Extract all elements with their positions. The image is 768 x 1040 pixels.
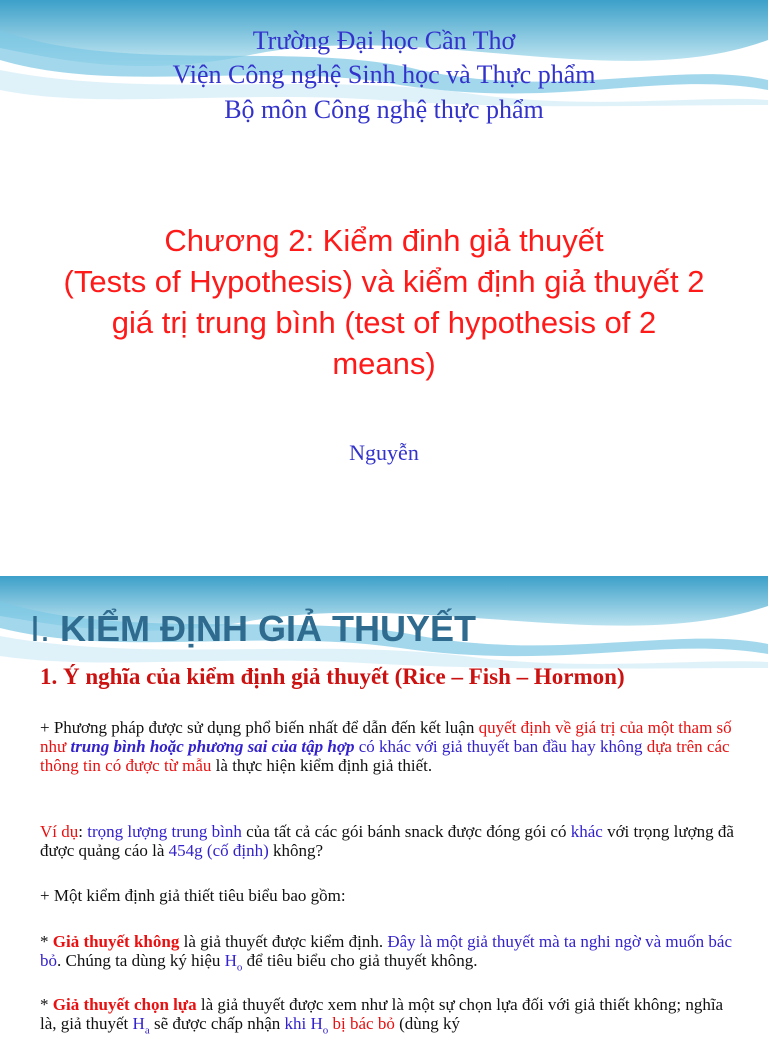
text-run: Giả thuyết chọn lựa	[52, 995, 197, 1014]
department-name: Bộ môn Công nghệ thực phẩm	[224, 95, 544, 124]
subsection-heading: 1. Ý nghĩa của kiểm định giả thuyết (Rice – Fish – Hormon)	[40, 664, 625, 689]
text-run: 454g (cố định)	[168, 841, 269, 860]
text-run: để tiêu biểu cho giả thuyết không.	[242, 951, 478, 970]
title-line: giá trị trung bình (test of hypothesis of 2	[111, 305, 657, 340]
paragraph-alternative-hypothesis	[40, 995, 740, 1040]
text-run: là giả thuyết được kiểm định.	[179, 932, 388, 951]
text-run: là giả thuyết được xem như là một sự chọn lựa đối với giả thiết không; nghĩa là, giả thuyết	[40, 995, 724, 1033]
section-number: I.	[30, 608, 51, 649]
text-run: Giả thuyết không	[52, 932, 180, 951]
paragraph-example	[40, 822, 740, 860]
chapter-title	[20, 220, 748, 384]
text-run: + Phương pháp được sử dụng phổ biến nhất để dẫn đến kết luận	[40, 718, 479, 737]
text-run: (dùng ký	[394, 1014, 460, 1033]
section-title: KIỂM ĐỊNH GIẢ THUYẾT	[50, 608, 477, 649]
title-line: Chương 2: Kiểm đinh giả thuyết	[164, 223, 604, 258]
text-run: trung bình hoặc phương sai của tập hợp	[70, 737, 355, 756]
title-line: (Tests of Hypothesis) và kiểm định giả thuyết 2	[63, 264, 705, 299]
university-name: Trường Đại học Cần Thơ	[252, 26, 516, 55]
text-run: H	[224, 951, 237, 970]
text-run: . Chúng ta dùng ký hiệu	[57, 951, 225, 970]
text-run: có khác với giả thuyết ban đầu hay không	[354, 737, 647, 756]
text-run: o	[322, 1024, 329, 1037]
paragraph-definition	[40, 718, 740, 775]
slide-gap	[0, 512, 768, 576]
text-run: sẽ được chấp nhận	[149, 1014, 285, 1033]
text-run: với trọng lượng đã được quảng cáo là	[40, 822, 734, 860]
author-name: Nguyễn	[349, 440, 419, 465]
text-run: Ví dụ	[40, 822, 79, 841]
text-run: H	[132, 1014, 145, 1033]
text-run: là thực hiện kiểm định giả thiết.	[211, 756, 433, 775]
text-run: *	[40, 932, 53, 951]
institute-name: Viện Công nghệ Sinh học và Thực phẩm	[172, 60, 596, 89]
text-run: khác	[570, 822, 603, 841]
text-run: không?	[268, 841, 324, 860]
text-run: *	[40, 995, 53, 1014]
text-run: bị bác bỏ	[328, 1014, 395, 1033]
text-run: o	[236, 961, 243, 974]
text-run: :	[78, 822, 88, 841]
paragraph-null-hypothesis	[40, 932, 740, 977]
text-run: trọng lượng trung bình	[87, 822, 242, 841]
text-run: của tất cả các gói bánh snack được đóng gói có	[241, 822, 571, 841]
text-run: Đây là một giả thuyết mà ta nghi ngờ và muốn bác bỏ	[40, 932, 733, 970]
title-line: means)	[332, 346, 436, 381]
paragraph-components: + Một kiểm định giả thiết tiêu biểu bao gồm:	[40, 886, 346, 905]
text-run: dựa trên các thông tin có được từ mẫu	[40, 737, 730, 775]
text-run: khi H	[284, 1014, 323, 1033]
title-slide	[0, 0, 768, 512]
text-run: a	[144, 1024, 150, 1037]
section-heading	[30, 608, 476, 650]
text-run: quyết định về giá trị của một tham số như	[40, 718, 732, 756]
